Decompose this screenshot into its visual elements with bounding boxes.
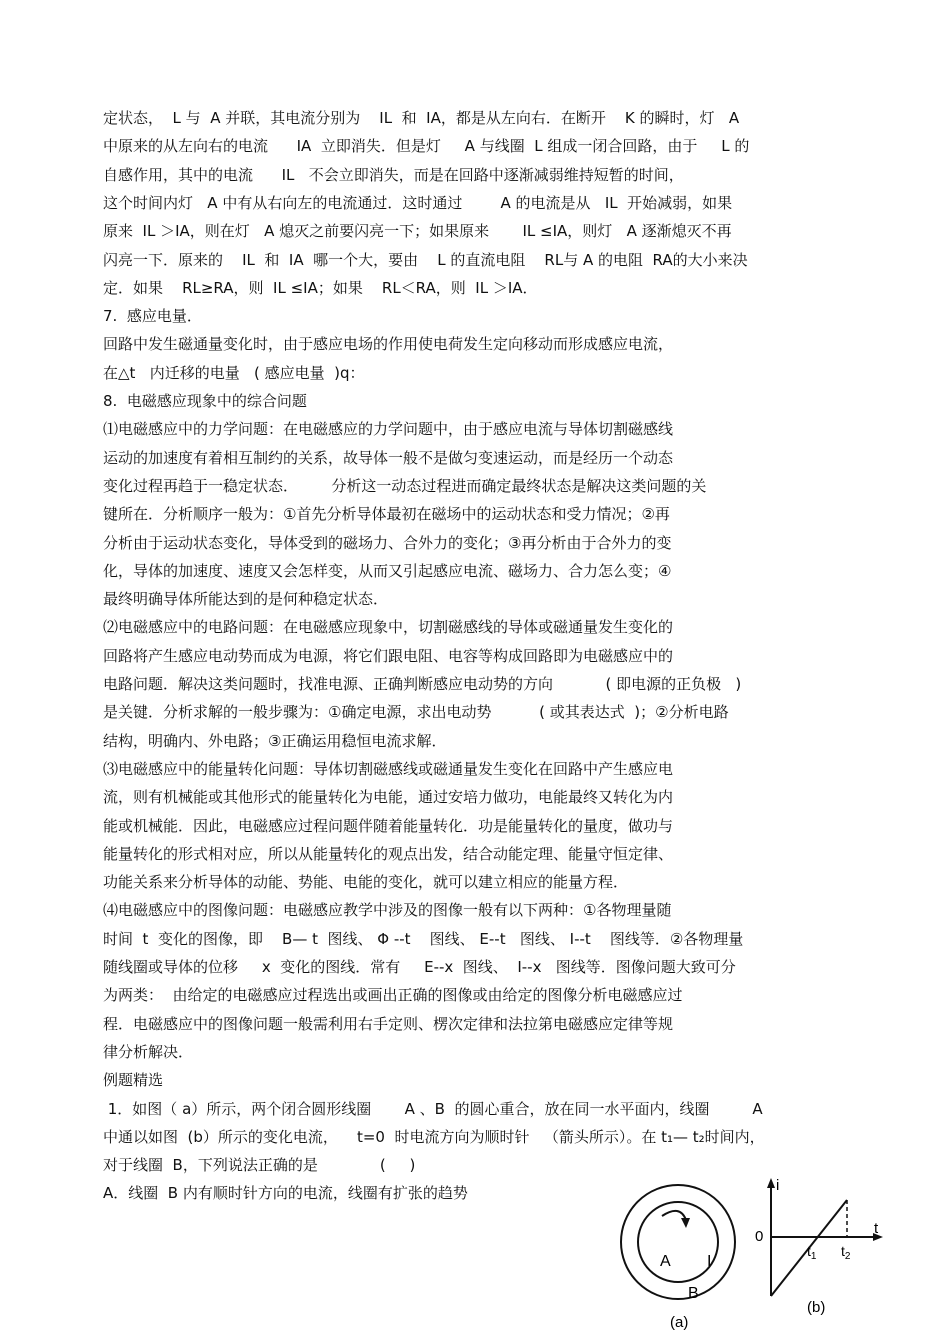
text-line: 运动的加速度有着相互制约的关系，故导体一般不是做匀变速运动，而是经历一个动态 bbox=[103, 449, 674, 467]
figure-a-coils bbox=[618, 1182, 758, 1332]
text-line: 定状态， L 与 A 并联，其电流分别为 IL 和 IA，都是从左向右．在断开 K 的瞬时，灯 A bbox=[103, 109, 740, 127]
text-line: 流，则有机械能或其他形式的能量转化为电能，通过安培力做功，电能最终又转化为内 bbox=[103, 788, 674, 806]
text-line: 原来 IL ＞IA，则在灯 A 熄灭之前要闪亮一下；如果原来 IL ≤IA，则灯 A 逐渐熄灭不再 bbox=[103, 222, 732, 240]
text-line: 定．如果 RL≥RA，则 IL ≤IA；如果 RL＜RA，则 IL ＞IA． bbox=[103, 279, 538, 297]
text-line: 最终明确导体所能达到的是何种稳定状态． bbox=[103, 590, 389, 608]
text-line: 程．电磁感应中的图像问题一般需利用右手定则、楞次定律和法拉第电磁感应定律等规 bbox=[103, 1015, 674, 1033]
text-line: ⑵电磁感应中的电路问题：在电磁感应现象中，切割磁感线的导体或磁通量发生变化的 bbox=[103, 618, 674, 636]
t1-label: $t_1$ bbox=[807, 1243, 817, 1262]
text-line: 能或机械能．因此，电磁感应过程问题伴随着能量转化．功是能量转化的量度，做功与 bbox=[103, 817, 674, 835]
caption-b: (b) bbox=[807, 1299, 826, 1316]
text-line: 自感作用，其中的电流 IL 不会立即消失，而是在回路中逐渐减弱维持短暂的时间， bbox=[103, 166, 684, 184]
text-line: 能量转化的形式相对应，所以从能量转化的观点出发，结合动能定理、能量守恒定律、 bbox=[103, 845, 674, 863]
text-line: 中原来的从左向右的电流 IA 立即消失．但是灯 A 与线圈 L 组成一闭合回路，由于 L 的 bbox=[103, 137, 750, 155]
text-line: 8. 电磁感应现象中的综合问题 bbox=[103, 392, 307, 410]
origin-label: 0 bbox=[755, 1228, 764, 1245]
text-line: ⑴电磁感应中的力学问题：在电磁感应的力学问题中，由于感应电流与导体切割磁感线 bbox=[103, 420, 674, 438]
text-line: 随线圈或导体的位移 x 变化的图线．常有 E--x 图线、 I--x 图线等．图像问题大致可分 bbox=[103, 958, 736, 976]
y-axis-arrow-icon bbox=[767, 1178, 775, 1188]
text-line: 例题精选 bbox=[103, 1071, 164, 1089]
axis-t-label: t bbox=[874, 1220, 879, 1237]
caption-a: (a) bbox=[670, 1314, 689, 1331]
text-line: 分析由于运动状态变化，导体受到的磁场力、合外力的变化；③再分析由于合外力的变 bbox=[103, 534, 672, 552]
label-i: I bbox=[707, 1253, 712, 1270]
text-line: 对于线圈 B，下列说法正确的是 ( ) bbox=[103, 1156, 416, 1174]
text-line: 为两类： 由给定的电磁感应过程选出或画出正确的图像或由给定的图像分析电磁感应过 bbox=[103, 986, 683, 1004]
text-line: 是关键．分析求解的一般步骤为：①确定电源，求出电动势 ( 或其表达式 )；②分析电路 bbox=[103, 703, 729, 721]
text-line: 中通以如图 (b）所示的变化电流， t=0 时电流方向为顺时针 （箭头所示）。在 t₁— t₂时间内， bbox=[103, 1128, 765, 1146]
text-line: 化，导体的加速度、速度又会怎样变，从而又引起感应电流、磁场力、合力怎么变；④ bbox=[103, 562, 672, 580]
text-line: ⑷电磁感应中的图像问题：电磁感应教学中涉及的图像一般有以下两种：①各物理量随 bbox=[103, 901, 672, 919]
text-line: 律分析解决． bbox=[103, 1043, 194, 1061]
axis-i-label: i bbox=[776, 1177, 780, 1194]
text-line: 7. 感应电量． bbox=[103, 307, 202, 325]
text-line: 功能关系来分析导体的动能、势能、电能的变化，就可以建立相应的能量方程． bbox=[103, 873, 629, 891]
text-line: 回路将产生感应电动势而成为电源，将它们跟电阻、电容等构成回路即为电磁感应中的 bbox=[103, 647, 674, 665]
label-b: B bbox=[688, 1285, 699, 1302]
text-line: 回路中发生磁通量变化时，由于感应电场的作用使电荷发生定向移动而形成感应电流， bbox=[103, 335, 674, 353]
coil-a-inner-circle bbox=[638, 1202, 718, 1282]
text-line: A．线圈 B 内有顺时针方向的电流，线圈有扩张的趋势 bbox=[103, 1184, 468, 1202]
text-line: 键所在．分析顺序一般为：①首先分析导体最初在磁场中的运动状态和受力情况；②再 bbox=[103, 505, 670, 523]
text-line: 闪亮一下．原来的 IL 和 IA 哪一个大，要由 L 的直流电阻 RL与 A 的电阻 RA的大小来决 bbox=[103, 251, 748, 269]
text-line: ⑶电磁感应中的能量转化问题：导体切割磁感线或磁通量发生变化在回路中产生感应电 bbox=[103, 760, 674, 778]
arrow-head-icon bbox=[681, 1218, 690, 1228]
text-line: 时间 t 变化的图像，即 B— t 图线、 Φ --t 图线、 E--t 图线、 I--t 图线等．②各物理量 bbox=[103, 930, 744, 948]
text-line: 1．如图（ a）所示，两个闭合圆形线圈 A 、B 的圆心重合，放在同一水平面内，线圈 A bbox=[103, 1100, 763, 1118]
text-line: 结构，明确内、外电路；③正确运用稳恒电流求解． bbox=[103, 732, 447, 750]
t2-label: $t_2$ bbox=[841, 1243, 851, 1262]
label-a: A bbox=[660, 1253, 671, 1270]
text-line: 电路问题．解决这类问题时，找准电源、正确判断感应电动势的方向 ( 即电源的正负极 ) bbox=[103, 675, 742, 693]
text-line: 在△t 内迁移的电量 ( 感应电量 )q： bbox=[103, 364, 365, 382]
text-line: 这个时间内灯 A 中有从右向左的电流通过．这时通过 A 的电流是从 IL 开始减弱，如果 bbox=[103, 194, 733, 212]
figure-b-current-graph bbox=[745, 1176, 895, 1321]
text-line: 变化过程再趋于一稳定状态． 分析这一动态过程进而确定最终状态是解决这类问题的关 bbox=[103, 477, 707, 495]
